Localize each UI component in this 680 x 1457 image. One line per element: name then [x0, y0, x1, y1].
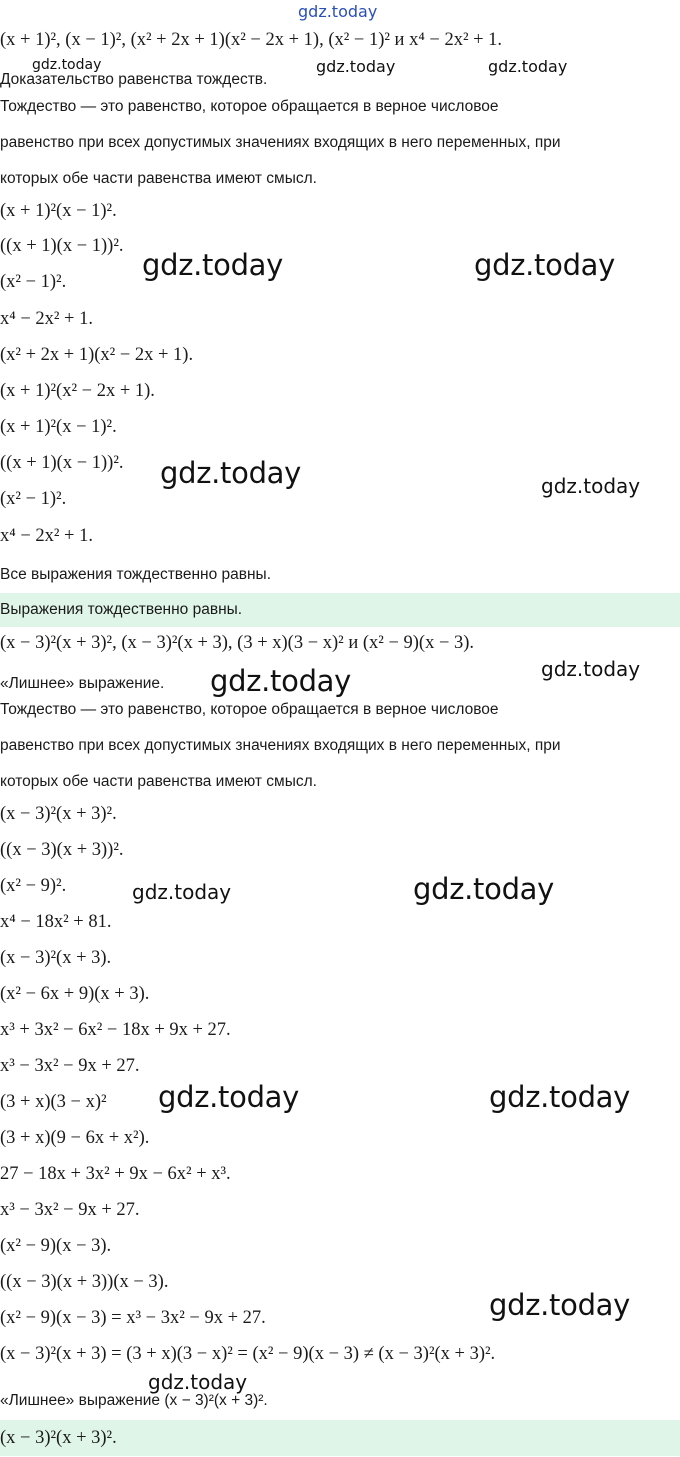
answer-2: (x − 3)²(x + 3)².: [0, 1420, 680, 1456]
definition-2-line-1: Тождество — это равенство, которое обращается в верное числовое: [0, 701, 499, 718]
step-2-15: (x² − 9)(x − 3) = x³ − 3x² − 9x + 27.: [0, 1308, 266, 1328]
definition-2-line-2: равенство при всех допустимых значениях входящих в него переменных, при: [0, 737, 561, 754]
watermark: gdz.today: [210, 664, 352, 698]
step-2-1: (x − 3)²(x + 3)².: [0, 804, 117, 824]
watermark: gdz.today: [142, 248, 284, 282]
step-2-3: (x² − 9)².: [0, 876, 67, 896]
definition-2-line-3: которых обе части равенства имеют смысл.: [0, 773, 317, 790]
step-2-10: (3 + x)(9 − 6x + x²).: [0, 1128, 150, 1148]
definition-1-line-2: равенство при всех допустимых значениях входящих в него переменных, при: [0, 134, 561, 151]
step-1-7: (x + 1)²(x − 1)².: [0, 417, 117, 437]
watermark: gdz.today: [541, 657, 641, 681]
step-2-14: ((x − 3)(x + 3))(x − 3).: [0, 1272, 169, 1292]
step-1-3: (x² − 1)².: [0, 272, 67, 292]
heading-2: «Лишнее» выражение.: [0, 675, 165, 692]
watermark: gdz.today: [413, 872, 555, 906]
watermark: gdz.today: [316, 57, 396, 76]
step-2-12: x³ − 3x² − 9x + 27.: [0, 1200, 140, 1220]
conclusion-2: «Лишнее» выражение (x − 3)²(x + 3)².: [0, 1392, 268, 1409]
watermark: gdz.today: [474, 248, 616, 282]
watermark: gdz.today: [160, 456, 302, 490]
watermark: gdz.today: [488, 57, 568, 76]
watermark: gdz.today: [541, 474, 641, 498]
step-1-2: ((x + 1)(x − 1))².: [0, 236, 124, 256]
watermark: gdz.today: [489, 1080, 631, 1114]
watermark: gdz.today: [32, 57, 102, 73]
step-2-16: (x − 3)²(x + 3) = (3 + x)(3 − x)² = (x² − 9)(x − 3) ≠ (x − 3)²(x + 3)².: [0, 1344, 496, 1364]
definition-1-line-1: Тождество — это равенство, которое обращается в верное числовое: [0, 98, 499, 115]
definition-1-line-3: которых обе части равенства имеют смысл.: [0, 170, 317, 187]
step-2-8: x³ − 3x² − 9x + 27.: [0, 1056, 140, 1076]
watermark: gdz.today: [298, 2, 378, 21]
step-2-4: x⁴ − 18x² + 81.: [0, 912, 112, 932]
step-1-8: ((x + 1)(x − 1))².: [0, 453, 124, 473]
watermark: gdz.today: [489, 1288, 631, 1322]
step-1-10: x⁴ − 2x² + 1.: [0, 526, 93, 546]
step-2-7: x³ + 3x² − 6x² − 18x + 9x + 27.: [0, 1020, 231, 1040]
watermark: gdz.today: [148, 1370, 248, 1394]
conclusion-1: Все выражения тождественно равны.: [0, 566, 272, 583]
heading-1: Доказательство равенства тождеств.: [0, 71, 268, 88]
answer-1: Выражения тождественно равны.: [0, 593, 680, 627]
step-1-6: (x + 1)²(x² − 2x + 1).: [0, 381, 155, 401]
step-2-2: ((x − 3)(x + 3))².: [0, 840, 124, 860]
task-1: (x + 1)², (x − 1)², (x² + 2x + 1)(x² − 2x + 1), (x² − 1)² и x⁴ − 2x² + 1.: [0, 30, 503, 50]
watermark: gdz.today: [158, 1080, 300, 1114]
step-2-13: (x² − 9)(x − 3).: [0, 1236, 112, 1256]
step-1-9: (x² − 1)².: [0, 489, 67, 509]
watermark: gdz.today: [132, 880, 232, 904]
step-1-1: (x + 1)²(x − 1)².: [0, 201, 117, 221]
step-2-6: (x² − 6x + 9)(x + 3).: [0, 984, 150, 1004]
step-2-9: (3 + x)(3 − x)²: [0, 1092, 107, 1112]
step-1-4: x⁴ − 2x² + 1.: [0, 309, 93, 329]
step-2-5: (x − 3)²(x + 3).: [0, 948, 112, 968]
task-2: (x − 3)²(x + 3)², (x − 3)²(x + 3), (3 + x)(3 − x)² и (x² − 9)(x − 3).: [0, 633, 475, 653]
step-2-11: 27 − 18x + 3x² + 9x − 6x² + x³.: [0, 1164, 231, 1184]
step-1-5: (x² + 2x + 1)(x² − 2x + 1).: [0, 345, 194, 365]
